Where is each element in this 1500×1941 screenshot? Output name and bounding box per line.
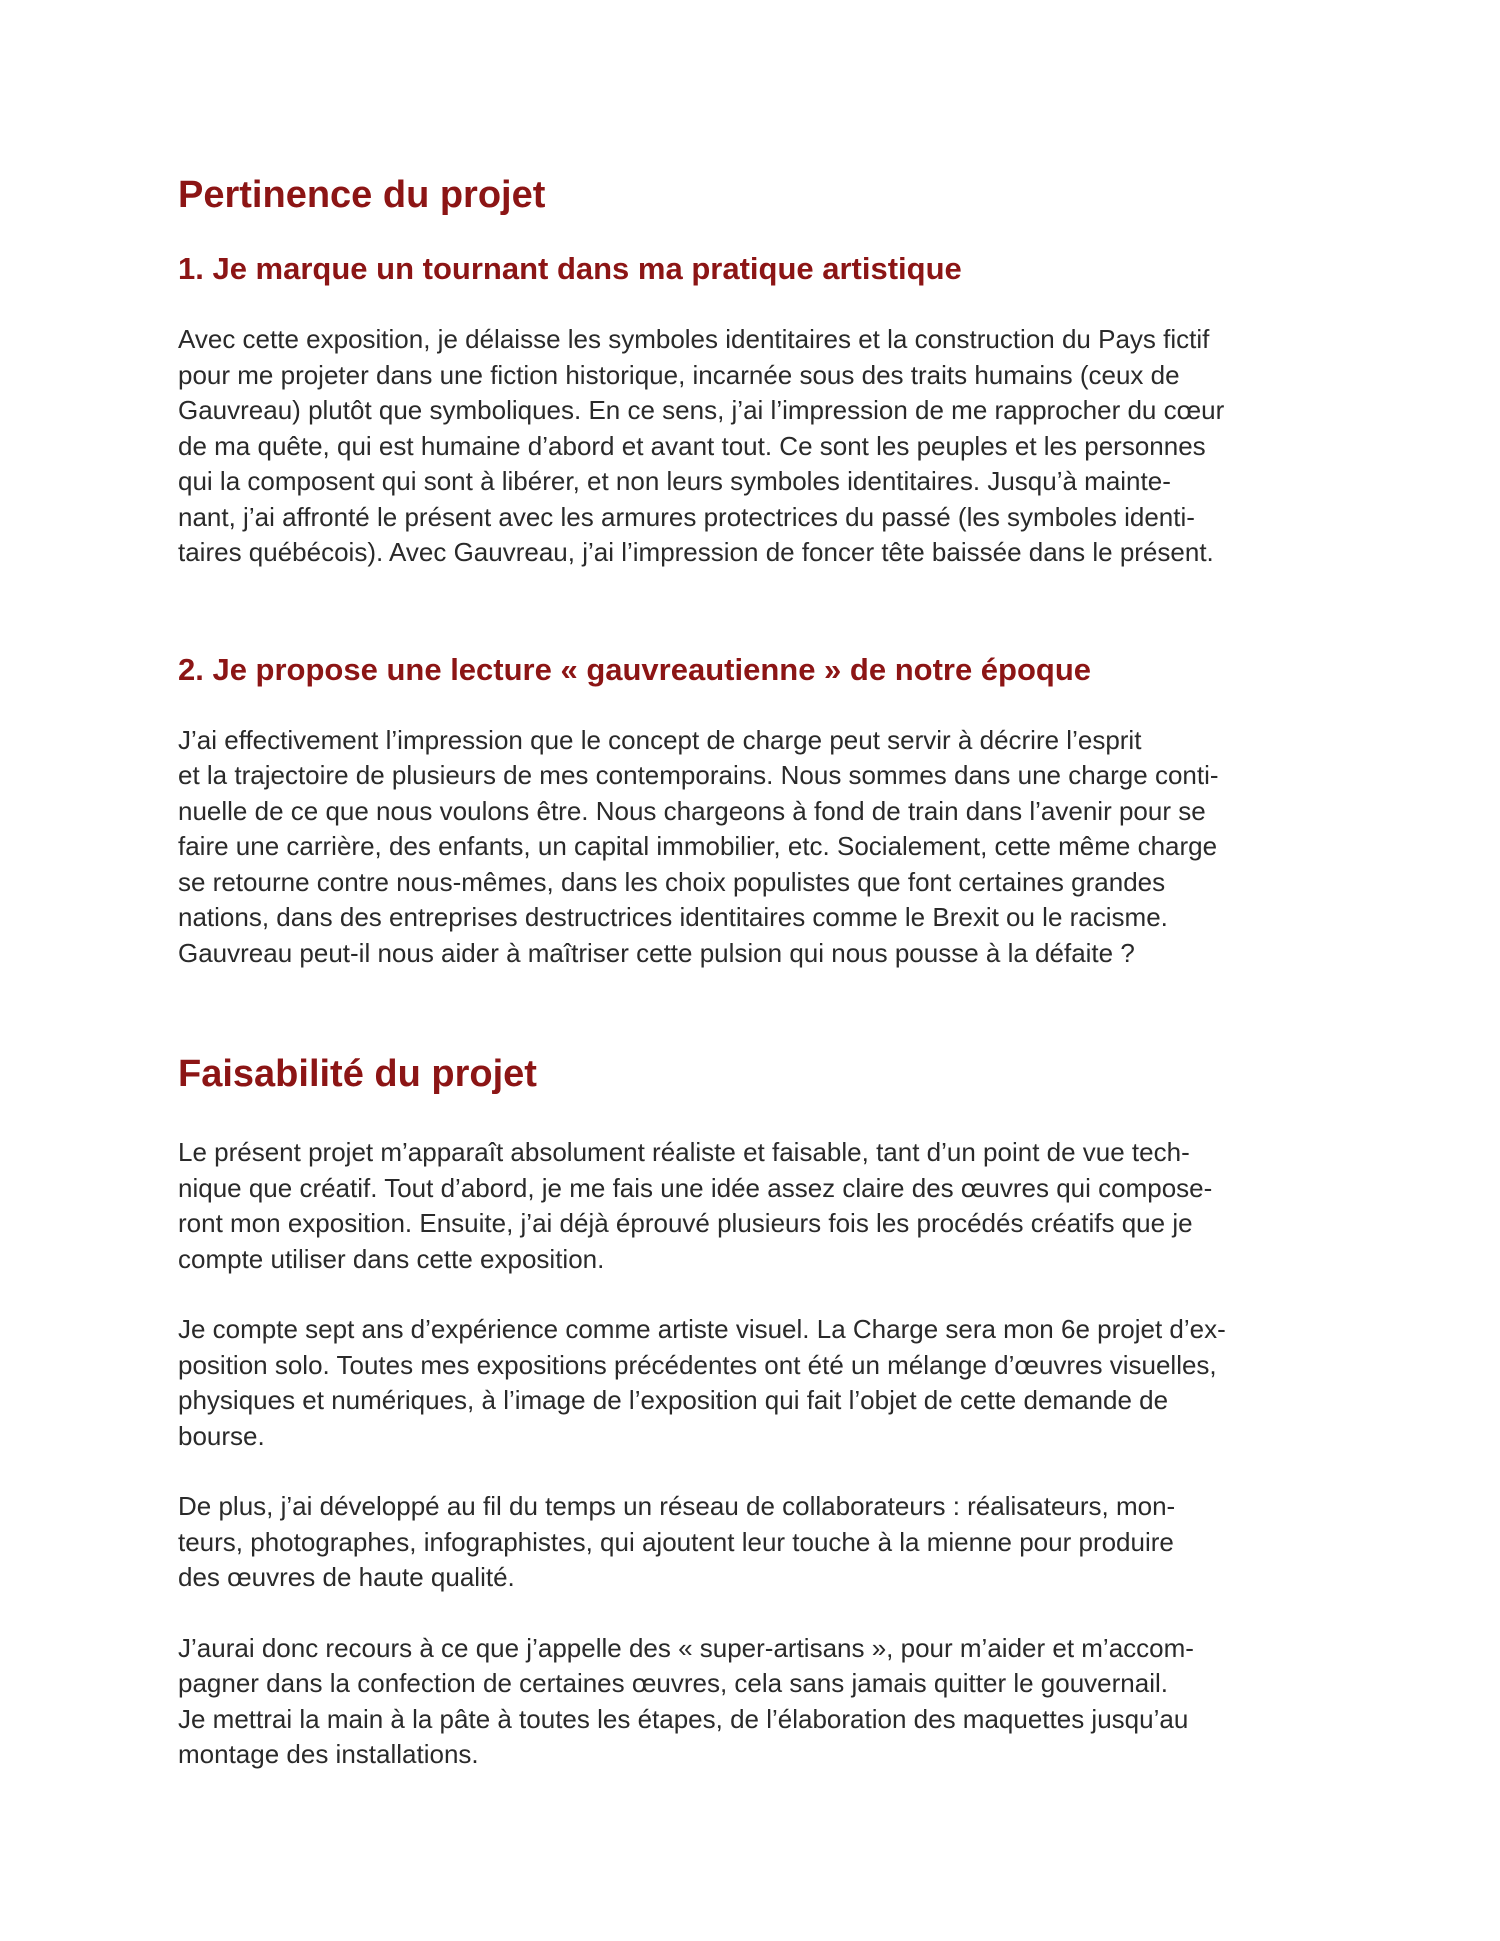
paragraph-faisabilite-1: Le présent projet m’apparaît absolument réaliste et faisable, tant d’un point de vue tech- nique que créatif. Tout d’abord, je me fais une idée assez claire des œuvres qui compose- ront mon exposition. Ensuite, j’ai déjà éprouvé plusieurs fois les procédés créatifs que je compte utiliser dans cette exposition.: [178, 1137, 1213, 1274]
document-page: [178, 170, 1338, 1773]
subheading-lecture: 2. Je propose une lecture « gauvreautienne » de notre époque: [178, 651, 1092, 687]
paragraph-faisabilite-4: J’aurai donc recours à ce que j’appelle des « super-artisans », pour m’aider et m’accom- pagner dans la confection de certaines œuvres, cela sans jamais quitter le gouvernail. Je mettrai la main à la pâte à toutes les étapes, de l’élaboration des maquettes jusqu’au montage des installations.: [178, 1632, 1194, 1769]
paragraph-lecture: J’ai effectivement l’impression que le concept de charge peut servir à décrire l’esprit et la trajectoire de plusieurs de mes contemporains. Nous sommes dans une charge conti- nuelle de ce que nous voulons être. Nous chargeons à fond de train dans l’avenir pour se faire une carrière, des enfants, un capital immobilier, etc. Socialement, cette même charge se retourne contre nous-mêmes, dans les choix populistes que font certaines grandes nations, dans des entreprises destructrices identitaires comme le Brexit ou le racisme. Gauvreau peut-il nous aider à maîtriser cette pulsion qui nous pousse à la défaite ?: [178, 724, 1219, 968]
subheading-tournant: 1. Je marque un tournant dans ma pratique artistique: [178, 251, 962, 286]
paragraph-tournant: Avec cette exposition, je délaisse les symboles identitaires et la construction du Pays fictif pour me projeter dans une fiction historique, incarnée sous des traits humains (ceux de Gauvreau) plutôt que symboliques. En ce sens, j’ai l’impression de me rapprocher du cœur de ma quête, qui est humaine d’abord et avant tout. Ce sont les peuples et les personnes qui la composent qui sont à libérer, et non leurs symboles identitaires. Jusqu’à mainte- nant, j’ai affronté le présent avec les armures protectrices du passé (les symboles identi- taires québécois). Avec Gauvreau, j’ai l’impression de foncer tête baissée dans le présent.: [178, 324, 1225, 567]
section-title-faisabilite: Faisabilité du projet: [178, 1053, 537, 1095]
paragraph-faisabilite-2: Je compte sept ans d’expérience comme artiste visuel. La Charge sera mon 6e projet d’ex- position solo. Toutes mes expositions précédentes ont été un mélange d’œuvres visuelles, physiques et numériques, à l’image de l’exposition qui fait l’objet de cette demande de bourse.: [178, 1314, 1226, 1451]
paragraph-faisabilite-3: De plus, j’ai développé au fil du temps un réseau de collaborateurs : réalisateurs, mon- teurs, photographes, infographistes, qui ajoutent leur touche à la mienne pour produire des œuvres de haute qualité.: [178, 1491, 1176, 1592]
section-title-pertinence: Pertinence du projet: [178, 174, 546, 216]
